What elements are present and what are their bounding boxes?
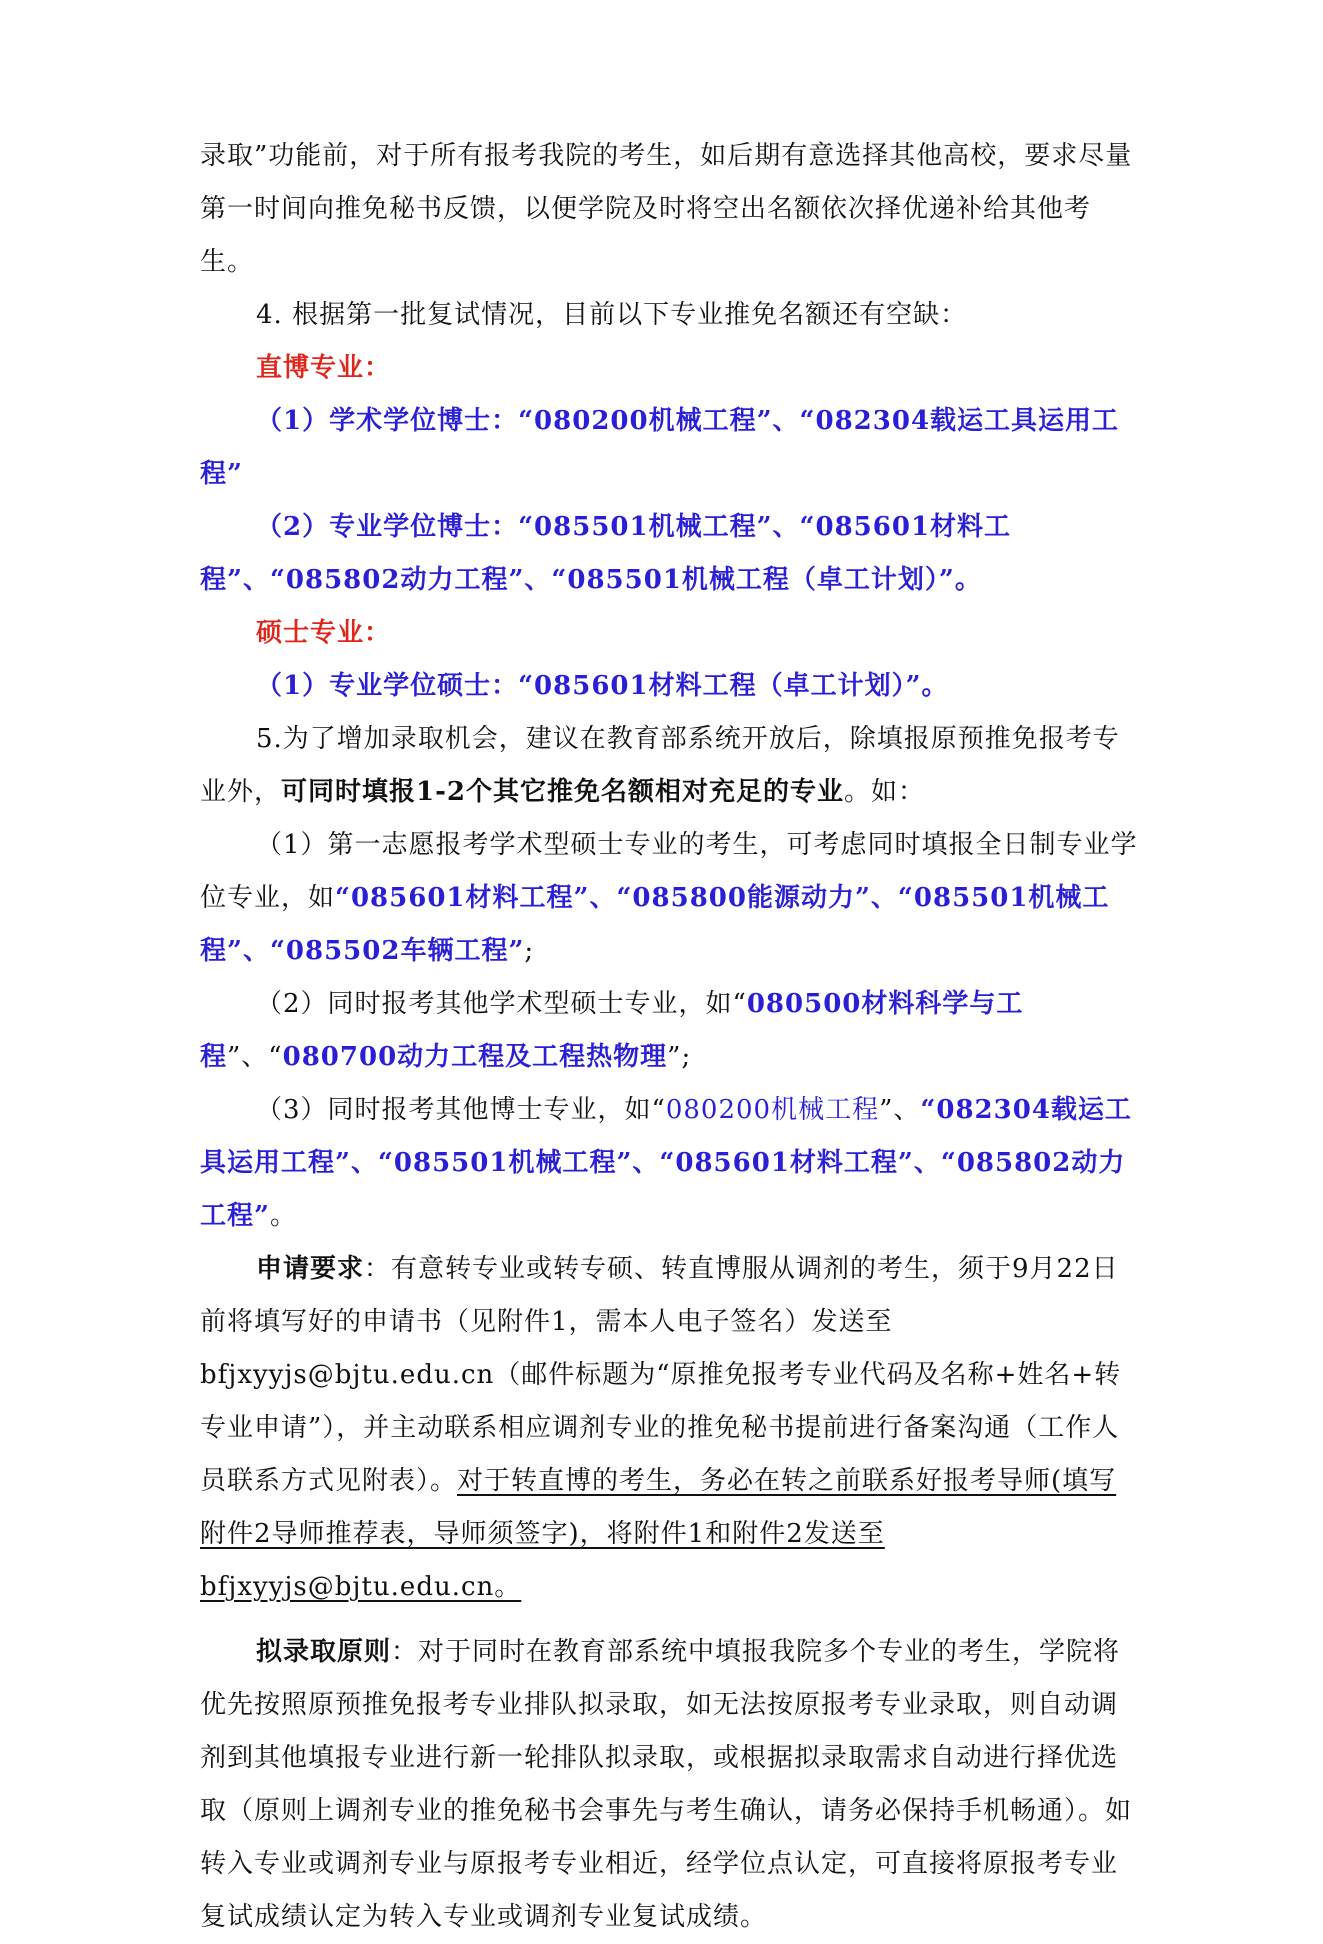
principle-label: 拟录取原则 xyxy=(256,1637,392,1667)
item-5-tail: 。如： xyxy=(844,777,926,807)
item-5-text: 5.为了增加录取机会，建议在教育部系统开放后，除填报原预推免报考专业外， xyxy=(200,724,1120,807)
direct-phd-professional: （2）专业学位博士：“085501机械工程”、“085601材料工程”、“085802动力工程”、“085501机械工程（卓工计划）”。 xyxy=(200,512,1012,595)
paragraph-item-4: 4. 根据第一批复试情况，目前以下专业推免名额还有空缺： xyxy=(256,300,968,330)
option-3-sep: ”、 xyxy=(879,1095,921,1125)
item-5-emphasis: 可同时填报1-2个其它推免名额相对充足的专业 xyxy=(281,777,844,807)
option-3-major-a: 080200机械工程 xyxy=(665,1095,880,1125)
apply-requirements xyxy=(200,1243,1140,1614)
apply-underlined-note: 对于转直博的考生，务必在转之前联系好报考导师(填写附件2导师推荐表，导师须签字)，将附件1和附件2发送至bfjxyyjs@bjtu.edu.cn。 xyxy=(200,1466,1117,1602)
master-professional: （1）专业学位硕士：“085601材料工程（卓工计划）”。 xyxy=(256,671,949,701)
option-3-majors: “082304载运工具运用工程”、“085501机械工程”、“085601材料工程”、“085802动力工程” xyxy=(200,1095,1132,1231)
option-2-tail: ”; xyxy=(667,1042,692,1072)
document-page xyxy=(200,130,1140,1944)
option-1 xyxy=(200,819,1140,978)
principle-text: ：对于同时在教育部系统中填报我院多个专业的考生，学院将优先按照原预推免报考专业排队拟录取，如无法按原报考专业录取，则自动调剂到其他填报专业进行新一轮排队拟录取，或根据拟录取需求自动进行择优选取（原则上调剂专业的推免秘书会事先与考生确认，请务必保持手机畅通）。如转入专业或调剂专业与原报考专业相近，经学位点认定，可直接将原报考专业复试成绩认定为转入专业或调剂专业复试成绩。 xyxy=(200,1637,1133,1932)
heading-master: 硕士专业： xyxy=(256,618,392,648)
paragraph-intro: 录取”功能前，对于所有报考我院的考生，如后期有意选择其他高校，要求尽量第一时间向推免秘书反馈，以便学院及时将空出名额依次择优递补给其他考生。 xyxy=(200,141,1133,277)
apply-text: ：有意转专业或转专硕、转直博服从调剂的考生，须于9月22日前将填写好的申请书（见附件1，需本人电子签名）发送至bfjxyyjs@bjtu.edu.cn（邮件标题为“原推免报考专业代码及名称+姓名+转专业申请”），并主动联系相应调剂专业的推免秘书提前进行备案沟通（工作人员联系方式见附表）。 xyxy=(200,1254,1122,1496)
option-3-tail: 。 xyxy=(269,1201,297,1231)
option-1-text: （1）第一志愿报考学术型硕士专业的考生，可考虑同时填报全日制专业学位专业，如 xyxy=(200,830,1138,913)
option-2-text: （2）同时报考其他学术型硕士专业，如“ xyxy=(256,989,747,1019)
paragraph-item-5 xyxy=(200,713,1140,819)
option-3-text: （3）同时报考其他博士专业，如“ xyxy=(256,1095,666,1125)
option-2 xyxy=(200,978,1140,1084)
option-2-sep: ”、“ xyxy=(227,1042,283,1072)
option-2-major-a: 080500材料科学与工程 xyxy=(200,989,1024,1072)
option-2-major-b: 080700动力工程及工程热物理 xyxy=(282,1042,668,1072)
heading-direct-phd: 直博专业： xyxy=(256,353,392,383)
option-3 xyxy=(200,1084,1140,1243)
apply-label: 申请要求 xyxy=(256,1254,365,1284)
direct-phd-academic: （1）学术学位博士：“080200机械工程”、“082304载运工具运用工程” xyxy=(200,406,1120,489)
option-1-majors: “085601材料工程”、“085800能源动力”、“085501机械工程”、“085502车辆工程” xyxy=(200,883,1110,966)
option-1-tail: ; xyxy=(524,936,535,966)
admission-principle xyxy=(200,1626,1140,1944)
